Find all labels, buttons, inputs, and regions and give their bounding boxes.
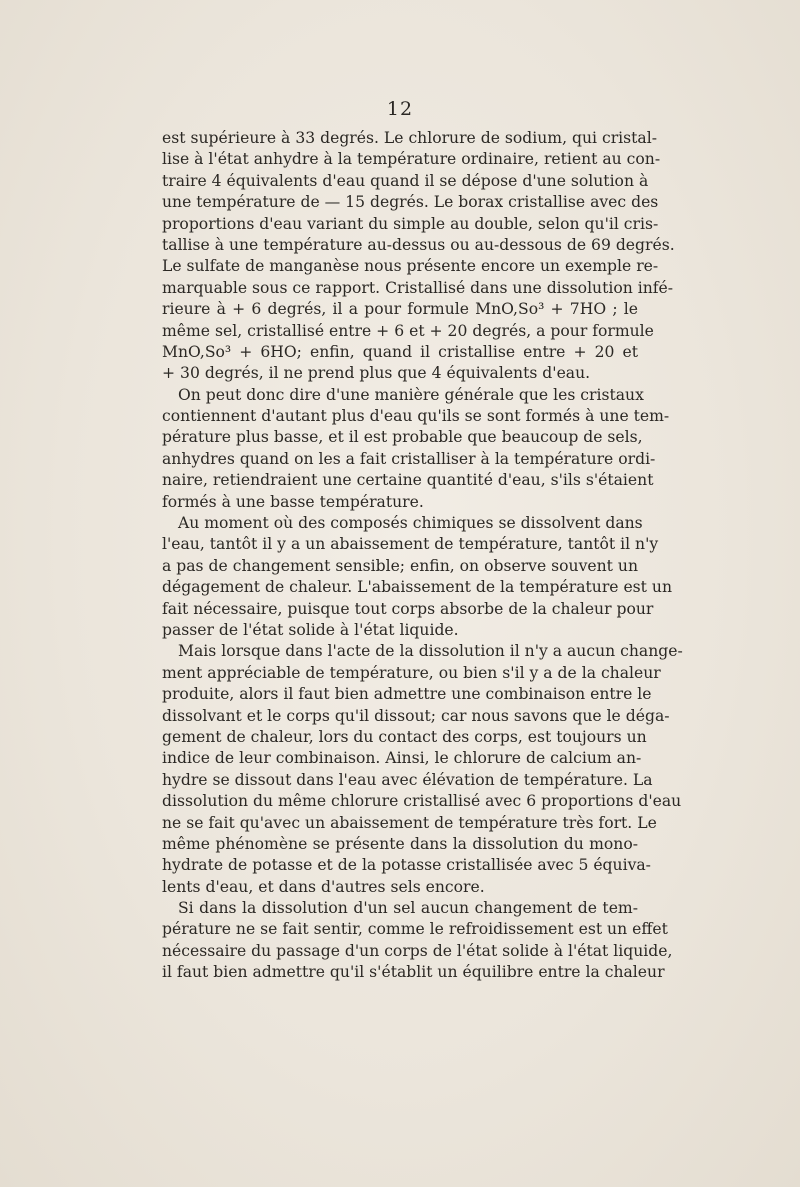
text-line: Mais lorsque dans l'acte de la dissolution il n'y a aucun change- — [178, 642, 683, 661]
paragraph — [162, 641, 683, 898]
text-line: indice de leur combinaison. Ainsi, le chlorure de calcium an- — [162, 749, 642, 768]
text-line: produite, alors il faut bien admettre une combinaison entre le — [162, 685, 652, 704]
text-line: il faut bien admettre qu'il s'établit un équilibre entre la chaleur — [162, 963, 665, 982]
text-line: a pas de changement sensible; enfin, on observe souvent un — [162, 556, 638, 575]
text-line: dissolution du même chlorure cristallisé avec 6 proportions d'eau — [162, 792, 682, 811]
text-line: gement de chaleur, lors du contact des corps, est toujours un — [162, 727, 647, 746]
paragraph — [162, 128, 675, 385]
text-line: ment appréciable de température, ou bien s'il y a de la chaleur — [162, 663, 661, 682]
text-line: fait nécessaire, puisque tout corps absorbe de la chaleur pour — [162, 599, 654, 618]
text-line: nécessaire du passage d'un corps de l'état solide à l'état liquide, — [162, 941, 673, 960]
text-line: marquable sous ce rapport. Cristallisé dans une dissolution infé- — [162, 278, 674, 297]
text-line: pérature ne se fait sentir, comme le refroidissement est un effet — [162, 920, 668, 939]
text-line: Au moment où des composés chimiques se dissolvent dans — [178, 514, 643, 533]
text-line: formés à une basse température. — [162, 492, 424, 511]
text-line: naire, retiendraient une certaine quantité d'eau, s'ils s'étaient — [162, 471, 654, 490]
text-line: MnO,So³ + 6HO; enfin, quand il cristallise entre + 20 et — [162, 342, 638, 361]
text-line: pérature plus basse, et il est probable que beaucoup de sels, — [162, 428, 643, 447]
text-line: dissolvant et le corps qu'il dissout; car nous savons que le déga- — [162, 706, 670, 725]
text-line: même sel, cristallisé entre + 6 et + 20 degrés, a pour formule — [162, 321, 654, 340]
text-line: rieure à + 6 degrés, il a pour formule MnO,So³ + 7HO ; le — [162, 300, 638, 319]
text-line: dégagement de chaleur. L'abaissement de la température est un — [162, 578, 672, 597]
text-line: est supérieure à 33 degrés. Le chlorure de sodium, qui cristal- — [162, 129, 657, 147]
text-line: Si dans la dissolution d'un sel aucun changement de tem- — [178, 899, 638, 918]
text-line: une température de — 15 degrés. Le borax cristallise avec des — [162, 193, 659, 212]
paragraph — [162, 385, 670, 513]
text-line: passer de l'état solide à l'état liquide. — [162, 620, 459, 639]
text-line: ne se fait qu'avec un abaissement de température très fort. Le — [162, 813, 657, 832]
text-line: proportions d'eau variant du simple au double, selon qu'il cris- — [162, 214, 659, 233]
text-line: On peut donc dire d'une manière générale que les cristaux — [178, 385, 644, 404]
text-line: même phénomène se présente dans la dissolution du mono- — [162, 834, 638, 853]
text-line: Le sulfate de manganèse nous présente encore un exemple re- — [162, 257, 659, 276]
paragraph — [162, 513, 672, 641]
text-line: traire 4 équivalents d'eau quand il se dépose d'une solution à — [162, 171, 649, 190]
body-text — [162, 128, 683, 984]
text-line: tallise à une température au-dessus ou au-dessous de 69 degrés. — [162, 235, 675, 254]
text-line: hydrate de potasse et de la potasse cristallisée avec 5 équiva- — [162, 856, 651, 875]
text-line: anhydres quand on les a fait cristalliser à la température ordi- — [162, 449, 656, 468]
text-line: lise à l'état anhydre à la température ordinaire, retient au con- — [162, 150, 661, 169]
text-line: l'eau, tantôt il y a un abaissement de température, tantôt il n'y — [162, 535, 659, 554]
text-line: lents d'eau, et dans d'autres sels encore. — [162, 877, 485, 896]
page-number: 12 — [386, 98, 414, 120]
text-line: + 30 degrés, il ne prend plus que 4 équivalents d'eau. — [162, 364, 591, 383]
paragraph — [162, 898, 673, 984]
text-line: hydre se dissout dans l'eau avec élévation de température. La — [162, 770, 653, 789]
text-line: contiennent d'autant plus d'eau qu'ils se sont formés à une tem- — [162, 407, 670, 426]
